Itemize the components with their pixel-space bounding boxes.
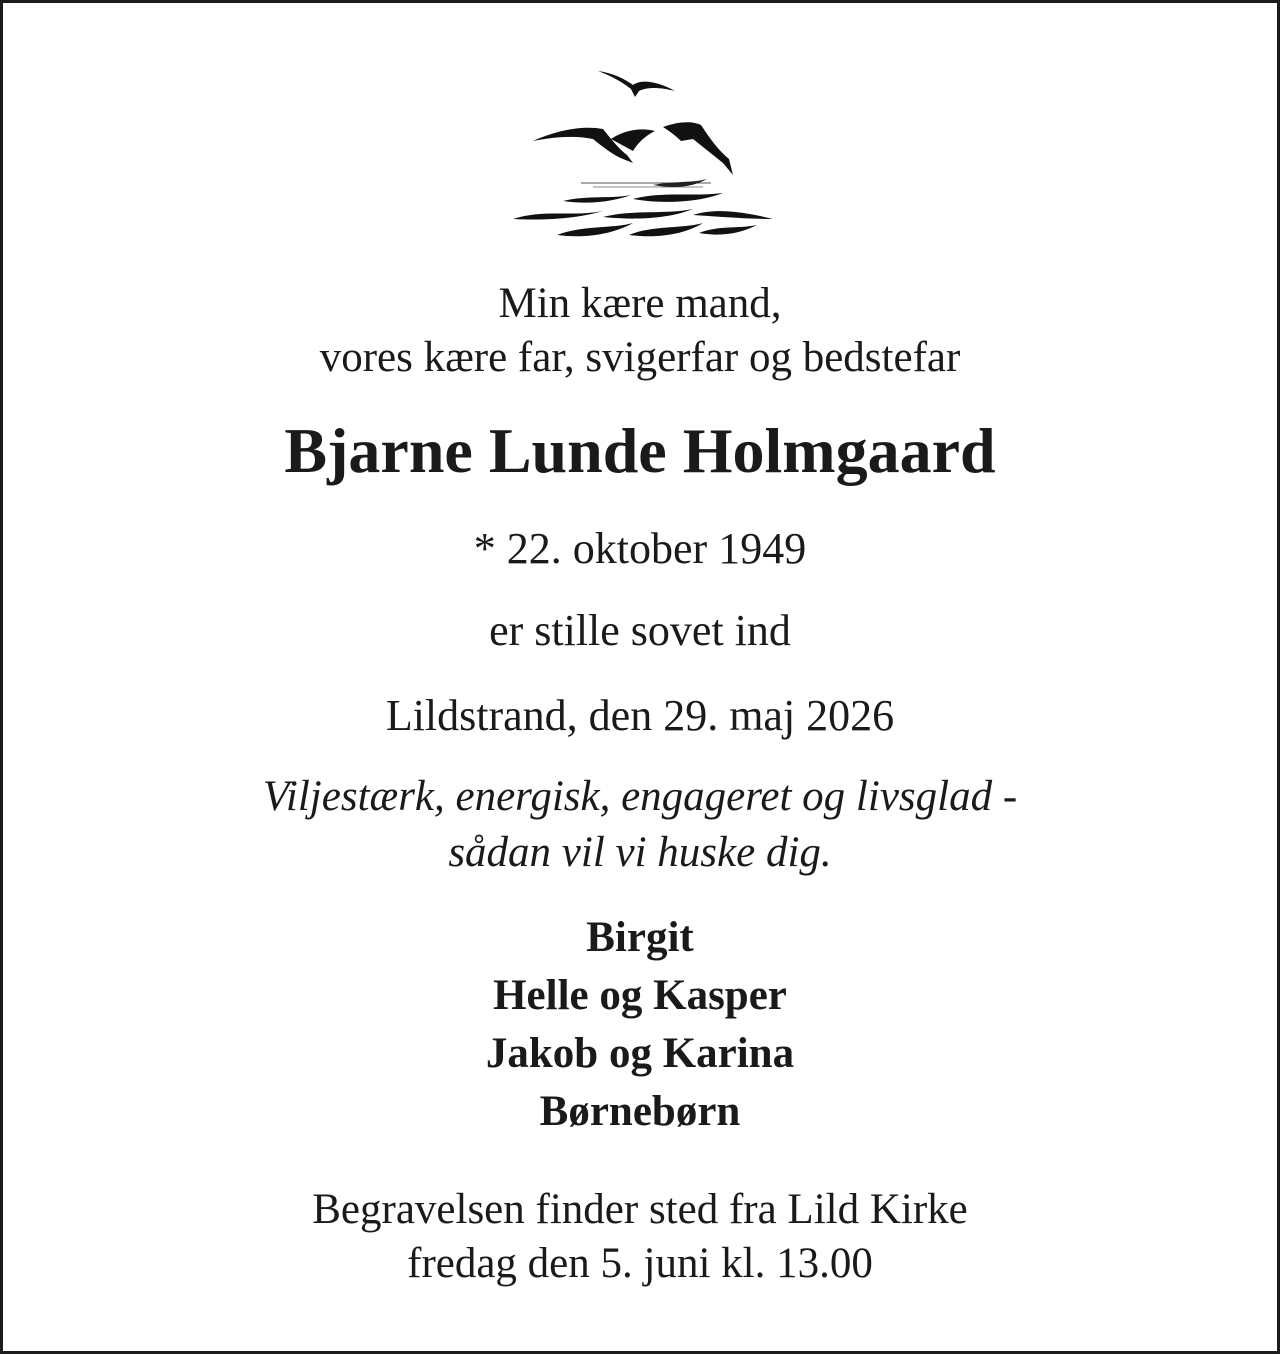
family-member: Jakob og Karina bbox=[485, 1030, 795, 1077]
death-phrase: er stille sovet ind bbox=[489, 606, 791, 655]
family-member: Birgit bbox=[586, 914, 694, 961]
intro-line: Min kære mand, bbox=[498, 280, 782, 327]
tribute-line: Viljestærk, energisk, engageret og livsglad - bbox=[262, 773, 1018, 820]
intro-text bbox=[3, 277, 1277, 385]
family-member: Helle og Kasper bbox=[493, 972, 787, 1019]
birth-date: * 22. oktober 1949 bbox=[473, 524, 807, 573]
funeral-line: Begravelsen finder sted fra Lild Kirke bbox=[312, 1186, 968, 1233]
deceased-name: Bjarne Lunde Holmgaard bbox=[284, 415, 996, 486]
funeral-line: fredag den 5. juni kl. 13.00 bbox=[407, 1240, 873, 1287]
funeral-info bbox=[3, 1183, 1277, 1291]
family-signatures bbox=[3, 909, 1277, 1141]
family-member: Børnebørn bbox=[539, 1088, 741, 1135]
tribute-quote bbox=[3, 769, 1277, 881]
intro-line: vores kære far, svigerfar og bedstefar bbox=[319, 334, 961, 381]
death-place-date: Lildstrand, den 29. maj 2026 bbox=[385, 691, 895, 740]
tribute-line: sådan vil vi huske dig. bbox=[448, 829, 832, 876]
seagulls-over-waves-icon bbox=[503, 59, 783, 249]
